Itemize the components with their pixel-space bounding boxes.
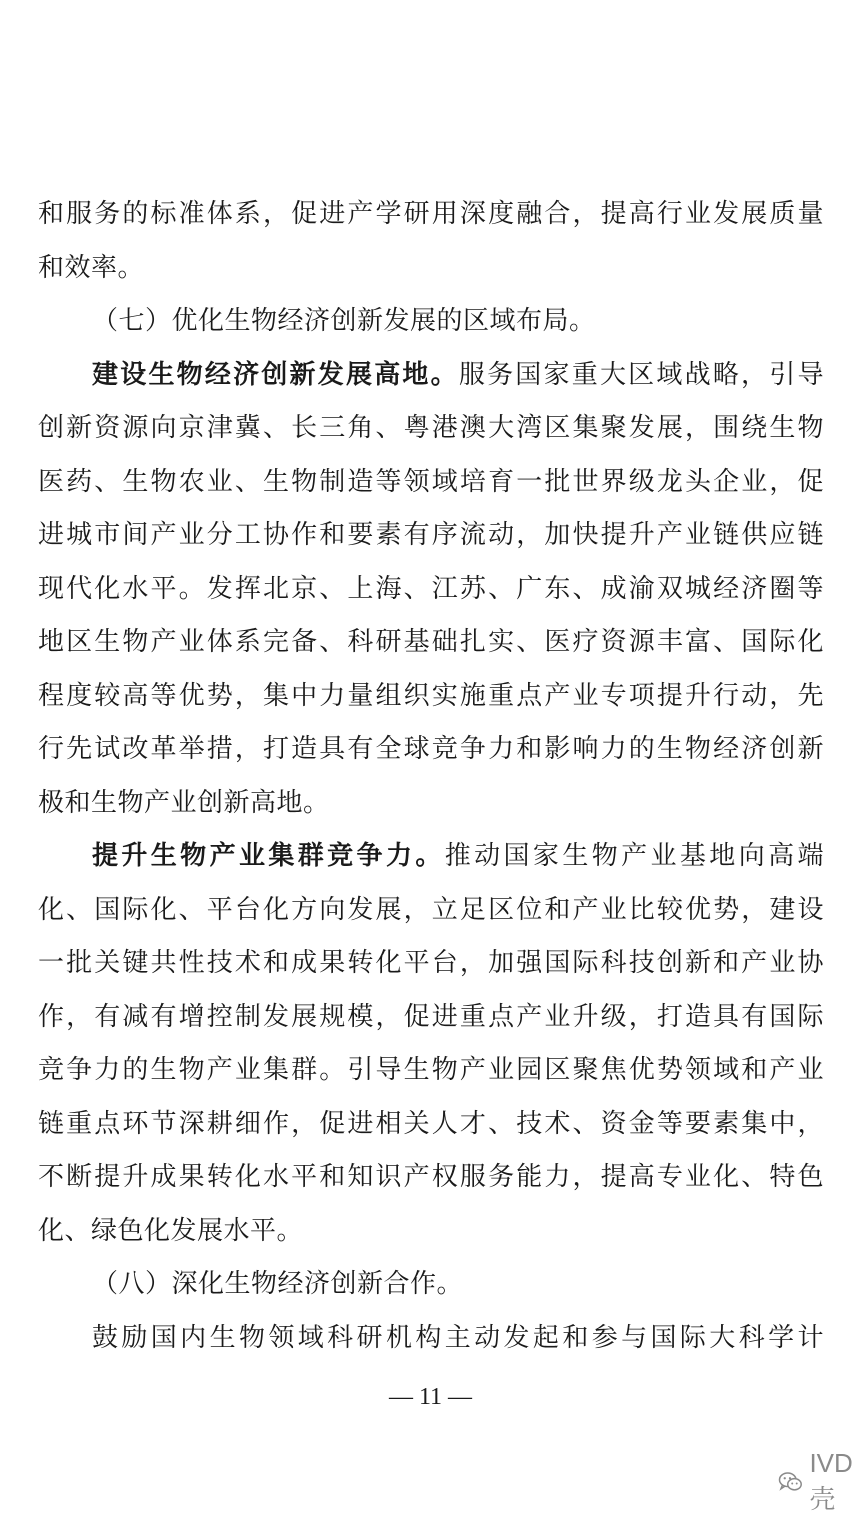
bold-lead: 提升生物产业集群竞争力。 xyxy=(92,841,445,871)
line-text: 作，有减有增控制发展规模，促进重点产业升级，打造具有国际 xyxy=(38,1001,824,1032)
line-text: 创新资源向京津冀、长三角、粤港澳大湾区集聚发展，围绕生物 xyxy=(38,413,824,443)
body-text xyxy=(38,188,824,1365)
watermark-text: IVD壳 xyxy=(809,1448,853,1514)
line-text: 行先试改革举措，打造具有全球竞争力和影响力的生物经济创新 xyxy=(38,734,824,764)
section-heading xyxy=(38,1258,824,1312)
watermark xyxy=(778,1448,861,1514)
text-line xyxy=(38,830,824,884)
line-text: 现代化水平。发挥北京、上海、江苏、广东、成渝双城经济圈等 xyxy=(38,573,824,604)
text-line xyxy=(38,670,824,724)
text-line xyxy=(38,402,824,456)
text-line xyxy=(38,563,824,617)
text-line xyxy=(38,349,824,403)
line-text: 链重点环节深耕细作，促进相关人才、技术、资金等要素集中， xyxy=(38,1108,824,1139)
section-heading xyxy=(38,295,824,349)
page-number: — 11 — xyxy=(388,1384,473,1410)
text-line xyxy=(38,937,824,991)
text-line xyxy=(38,1151,824,1205)
text-line xyxy=(38,777,824,831)
line-text: 和服务的标准体系，促进产学研用深度融合，提高行业发展质量 xyxy=(38,199,824,229)
text-line xyxy=(38,509,824,563)
line-text: 推动国家生物产业基地向高端 xyxy=(444,841,824,871)
text-line xyxy=(38,616,824,670)
line-text: （八）深化生物经济创新合作。 xyxy=(92,1269,464,1299)
text-line xyxy=(38,1205,824,1259)
line-text: 鼓励国内生物领域科研机构主动发起和参与国际大科学计 xyxy=(92,1322,824,1353)
text-line xyxy=(38,242,824,296)
line-text: 和效率。 xyxy=(38,252,145,283)
text-line xyxy=(38,1098,824,1152)
bold-lead: 建设生物经济创新发展高地。 xyxy=(92,359,459,390)
text-line xyxy=(38,723,824,777)
text-line xyxy=(38,1312,824,1366)
line-text: 服务国家重大区域战略，引导 xyxy=(458,359,824,390)
line-text: 医药、生物农业、生物制造等领域培育一批世界级龙头企业，促 xyxy=(38,466,824,497)
text-line xyxy=(38,884,824,938)
line-text: 化、国际化、平台化方向发展，立足区位和产业比较优势，建设 xyxy=(38,894,824,925)
text-line xyxy=(38,188,824,242)
wechat-icon xyxy=(778,1467,803,1497)
line-text: 极和生物产业创新高地。 xyxy=(38,787,330,818)
text-line xyxy=(38,991,824,1045)
line-text: （七）优化生物经济创新发展的区域布局。 xyxy=(92,306,596,336)
line-text: 进城市间产业分工协作和要素有序流动，加快提升产业链供应链 xyxy=(38,520,824,550)
line-text: 不断提升成果转化水平和知识产权服务能力，提高专业化、特色 xyxy=(38,1162,824,1192)
line-text: 地区生物产业体系完备、科研基础扎实、医疗资源丰富、国际化 xyxy=(38,627,824,657)
text-line xyxy=(38,1044,824,1098)
line-text: 一批关键共性技术和成果转化平台，加强国际科技创新和产业协 xyxy=(38,948,824,978)
line-text: 化、绿色化发展水平。 xyxy=(38,1215,304,1246)
text-line xyxy=(38,456,824,510)
line-text: 竞争力的生物产业集群。引导生物产业园区聚焦优势领域和产业 xyxy=(38,1055,824,1085)
line-text: 程度较高等优势，集中力量组织实施重点产业专项提升行动，先 xyxy=(38,680,824,711)
